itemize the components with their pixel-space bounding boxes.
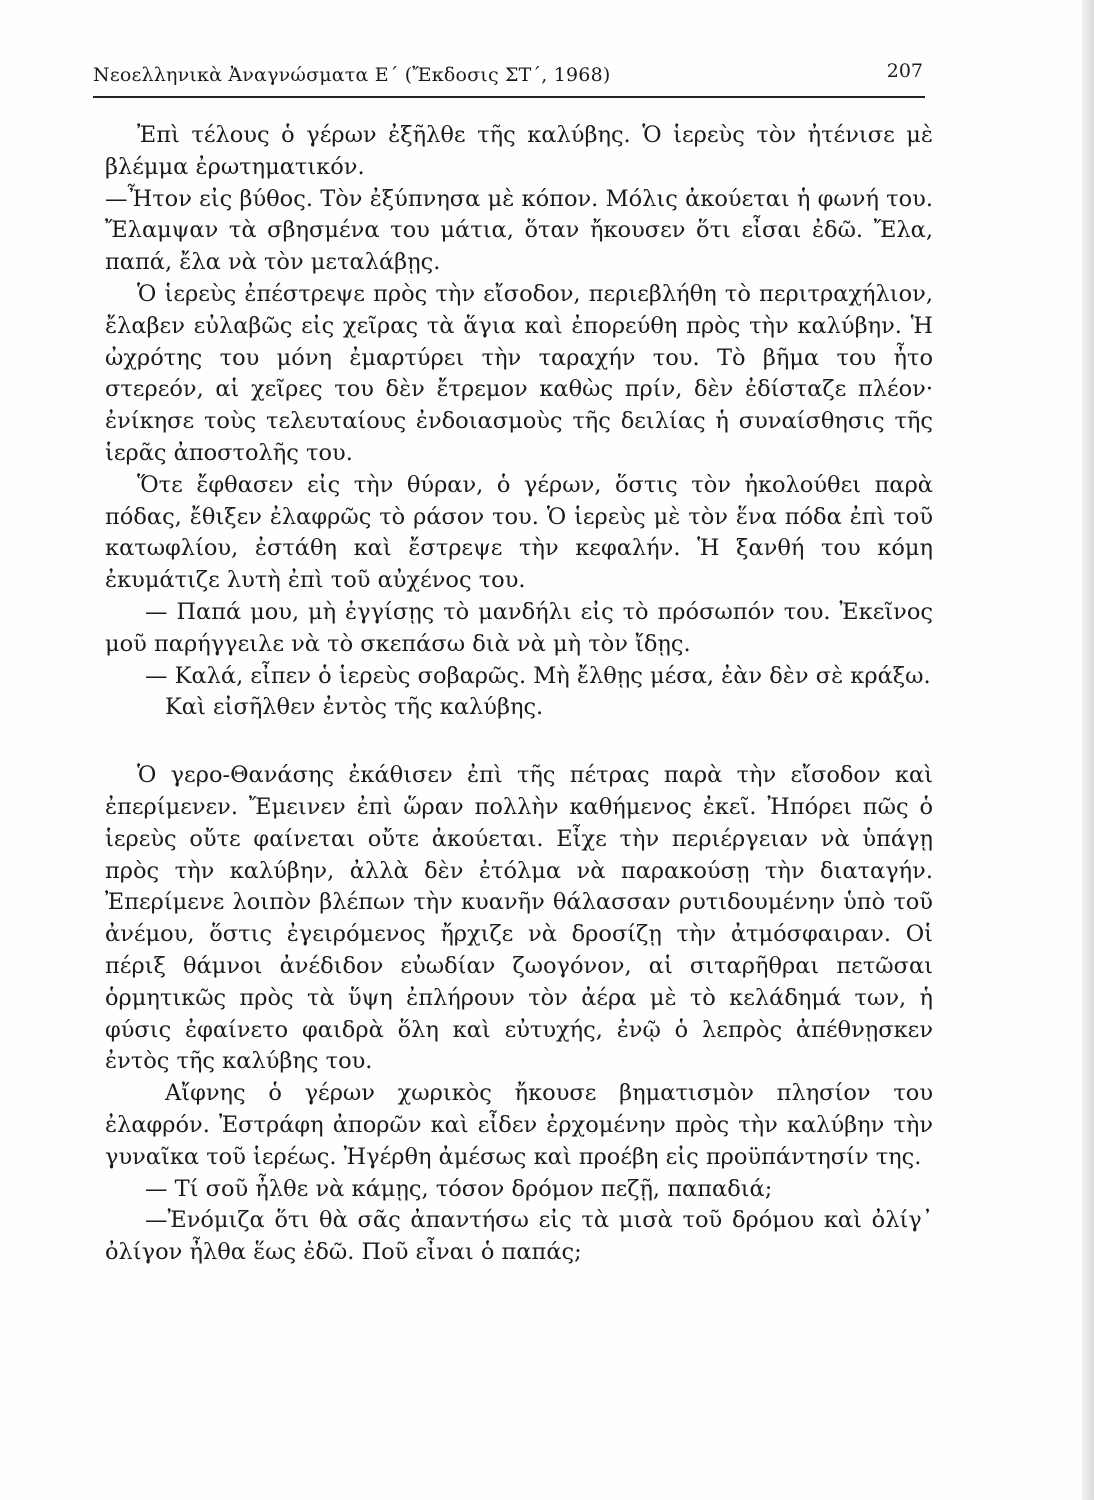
section-gap — [105, 724, 933, 760]
paragraph: Καὶ εἰσῆλθεν ἐντὸς τῆς καλύβης. — [165, 694, 544, 721]
paragraph: Ἐπὶ τέλους ὁ γέρων ἐξῆλθε τῆς καλύβης. Ὁ ἱερεὺς τὸν ἠτένισε μὲ βλέμμα ἐρωτηματικόν. — [105, 122, 933, 180]
page-edge — [1082, 0, 1094, 1500]
dialogue-line: — Παπά μου, μὴ ἐγγίσῃς τὸ μανδήλι εἰς τὸ πρόσωπόν του. Ἐκεῖνος μοῦ παρήγγειλε νὰ τὸ σκεπάσω διὰ νὰ μὴ τὸν ἴδῃς. — [105, 598, 933, 657]
dialogue-line: — Καλά, εἶπεν ὁ ἱερεὺς σοβαρῶς. Μὴ ἔλθῃς μέσα, ἐὰν δὲν σὲ κράξω. — [145, 662, 931, 689]
dialogue-line: —Ἦτον εἰς βύθος. Τὸν ἐξύπνησα μὲ κόπον. Μόλις ἀκούεται ἡ φωνή του. Ἔλαμψαν τὰ σβησμένα του μάτια, ὅταν ἤκουσεν ὅτι εἶσαι ἐδῶ. Ἔλα, παπά, ἔλα νὰ τὸν μεταλάβῃς. — [105, 185, 933, 276]
paragraph: Ὅτε ἔφθασεν εἰς τὴν θύραν, ὁ γέρων, ὅστις τὸν ἠκολούθει παρὰ πόδας, ἔθιξεν ἐλαφρῶς τὸ ράσον του. Ὁ ἱερεὺς μὲ τὸν ἕνα πόδα ἐπὶ τοῦ κατωφλίου, ἐστάθη καὶ ἔστρεψε τὴν κεφαλήν. Ἡ ξανθή του κόμη ἐκυμάτιζε λυτὴ ἐπὶ τοῦ αὐχένος του. — [105, 471, 933, 594]
body-text — [105, 120, 933, 1269]
page-header — [93, 60, 925, 98]
dialogue-line: —Ἐνόμιζα ὅτι θὰ σᾶς ἀπαντήσω εἰς τὰ μισὰ τοῦ δρόμου καὶ ὀλίγ᾽ ὀλίγον ἦλθα ἕως ἐδῶ. Ποῦ εἶναι ὁ παπάς; — [105, 1207, 933, 1266]
dialogue-line: — Τί σοῦ ἦλθε νὰ κάμῃς, τόσον δρόμον πεζῇ, παπαδιά; — [145, 1175, 773, 1202]
paragraph: Αἴφνης ὁ γέρων χωρικὸς ἤκουσε βηματισμὸν πλησίον του ἐλαφρόν. Ἐστράφη ἀπορῶν καὶ εἶδεν ἐρχομένην πρὸς τὴν καλύβην τὴν γυναῖκα τοῦ ἱερέως. Ἠγέρθη ἀμέσως καὶ προέβη εἰς προϋπάντησίν της. — [105, 1080, 933, 1170]
paragraph: Ὁ γερο-Θανάσης ἐκάθισεν ἐπὶ τῆς πέτρας παρὰ τὴν εἴσοδον καὶ ἐπερίμενεν. Ἔμεινεν ἐπὶ ὥραν πολλὴν καθήμενος ἐκεῖ. Ἠπόρει πῶς ὁ ἱερεὺς οὔτε φαίνεται οὔτε ἀκούεται. Εἶχε τὴν περιέργειαν νὰ ὑπάγῃ πρὸς τὴν καλύβην, ἀλλὰ δὲν ἐτόλμα νὰ παρακούσῃ τὴν διαταγήν. Ἐπερίμενε λοιπὸν βλέπων τὴν κυανῆν θάλασσαν ρυτιδουμένην ὑπὸ τοῦ ἀνέμου, ὅστις ἐγειρόμενος ἤρχιζε νὰ δροσίζῃ τὴν ἀτμόσφαιραν. Οἱ πέριξ θάμνοι ἀνέδιδον εὐωδίαν ζωογόνον, αἱ σιταρῆθραι πετῶσαι ὁρμητικῶς πρὸς τὰ ὕψη ἐπλήρουν τὸν ἀέρα μὲ τὸ κελάδημά των, ἡ φύσις ἐφαίνετο φαιδρὰ ὅλη καὶ εὐτυχής, ἐνῷ ὁ λεπρὸς ἀπέθνῃσκεν ἐντὸς τῆς καλύβης του. — [105, 762, 933, 1075]
page-number: 207 — [886, 60, 923, 82]
running-title: Νεοελληνικὰ Ἀναγνώσματα Ε΄ (Ἔκδοσις ΣΤ΄, 1968) — [93, 64, 611, 86]
paragraph: Ὁ ἱερεὺς ἐπέστρεψε πρὸς τὴν εἴσοδον, περιεβλήθη τὸ περιτραχήλιον, ἔλαβεν εὐλαβῶς εἰς χεῖρας τὰ ἅγια καὶ ἐπορεύθη πρὸς τὴν καλύβην. Ἡ ὠχρότης του μόνη ἐμαρτύρει τὴν ταραχήν του. Τὸ βῆμα του ἦτο στερεόν, αἱ χεῖρες του δὲν ἔτρεμον καθὼς πρίν, δὲν ἐδίσταζε πλέον· ἐνίκησε τοὺς τελευταίους ἐνδοιασμοὺς τῆς δειλίας ἡ συναίσθησις τῆς ἱερᾶς ἀποστολῆς του. — [105, 280, 933, 466]
